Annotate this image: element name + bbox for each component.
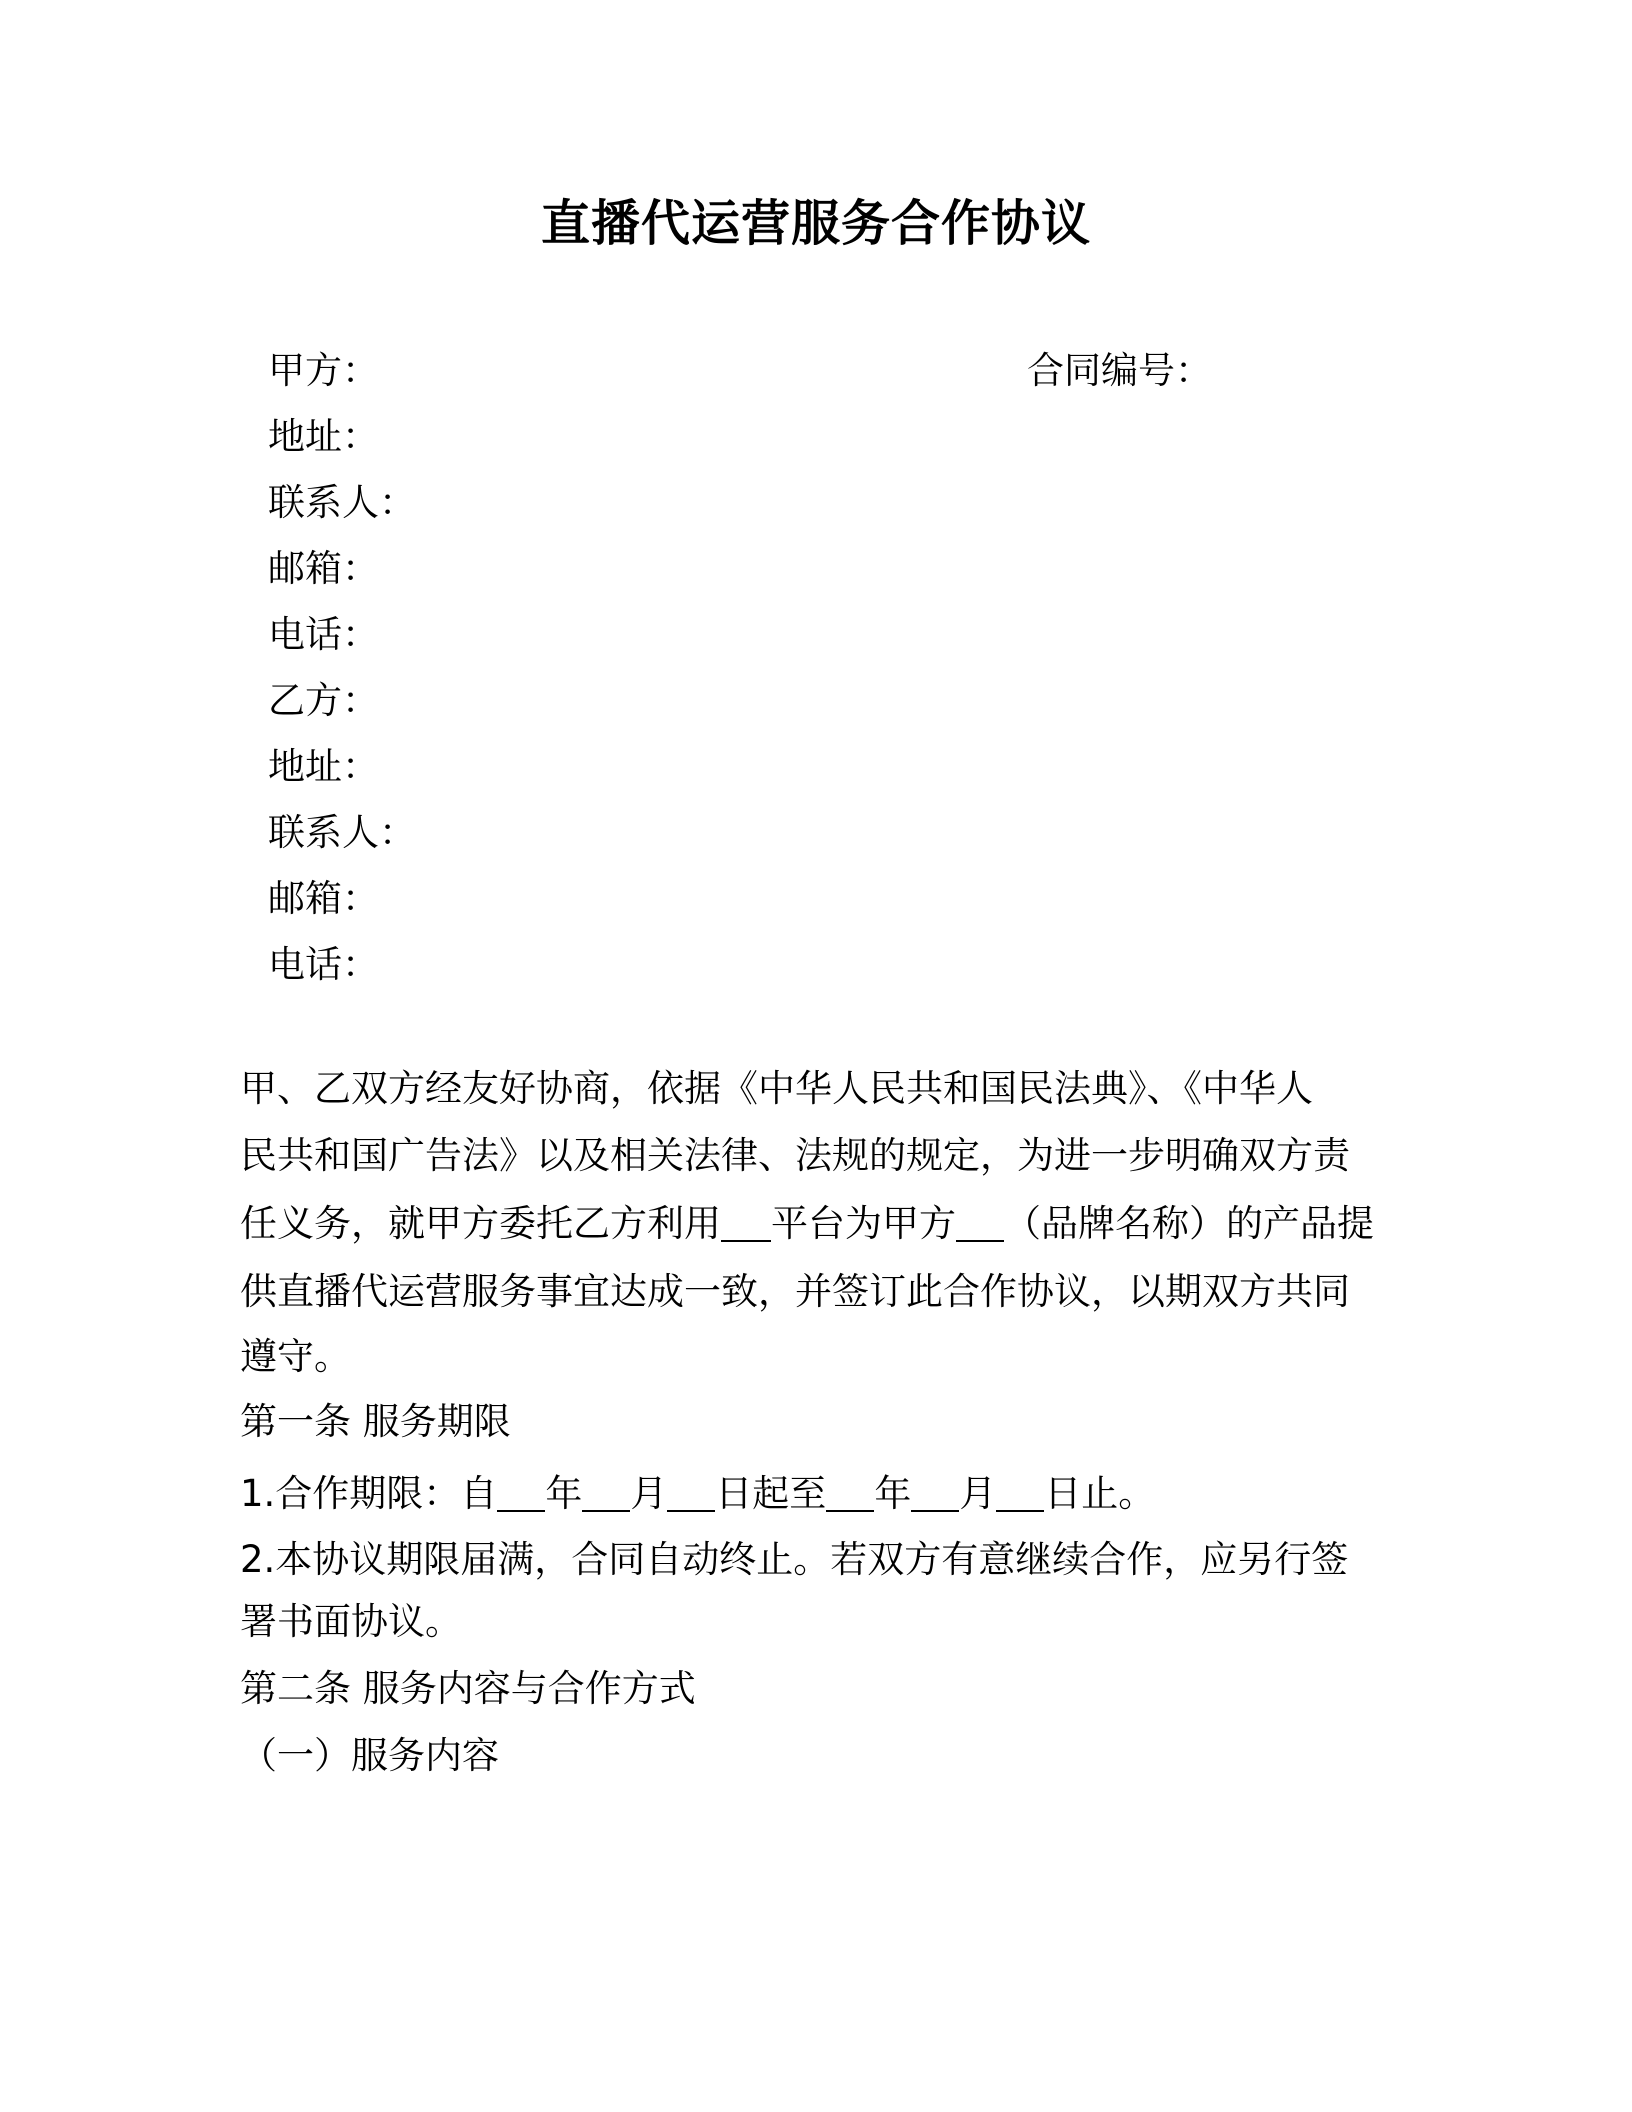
party-b-phone-label: 电话：	[268, 943, 379, 986]
article-2-heading: 第二条 服务内容与合作方式	[240, 1667, 696, 1710]
contract-number-label: 合同编号：	[1027, 349, 1212, 392]
platform-blank	[721, 1202, 771, 1242]
party-a-email-label: 邮箱：	[268, 547, 379, 590]
party-a-phone-label: 电话：	[268, 613, 379, 656]
preamble-line-2: 民共和国广告法》以及相关法律、法规的规定，为进一步明确双方责	[240, 1134, 1350, 1177]
preamble-line-3-part-3: （品牌名称）的产品提	[1004, 1202, 1374, 1245]
clause-2-line-2: 署书面协议。	[240, 1600, 462, 1643]
start-year-blank	[497, 1472, 545, 1512]
start-month-blank	[582, 1472, 630, 1512]
party-b-address-label: 地址：	[268, 745, 379, 788]
document-title: 直播代运营服务合作协议	[540, 195, 1091, 252]
end-day-blank	[996, 1472, 1044, 1512]
contract-body	[240, 1063, 1390, 1790]
party-b-email-label: 邮箱：	[268, 877, 379, 920]
party-b-name-label: 乙方：	[268, 679, 379, 722]
brand-name-blank	[956, 1202, 1004, 1242]
preamble-line-1: 甲、乙双方经友好协商，依据《中华人民共和国民法典》、《中华人	[240, 1067, 1313, 1110]
year-label-2: 年	[874, 1472, 912, 1515]
month-label-1: 月	[630, 1472, 668, 1515]
service-content-subheading: （一）服务内容	[240, 1734, 499, 1777]
party-a-name-label: 甲方：	[268, 349, 379, 392]
party-a-address-label: 地址：	[268, 415, 379, 458]
preamble-line-3-part-1: 任义务，就甲方委托乙方利用	[240, 1202, 721, 1245]
month-label-2: 月	[959, 1472, 997, 1515]
preamble-line-3	[240, 1198, 1390, 1266]
party-info-block	[268, 345, 416, 1005]
preamble-line-5: 遵守。	[240, 1335, 351, 1378]
day-from-label: 日起至	[715, 1472, 827, 1515]
preamble-line-4: 供直播代运营服务事宜达成一致，并签订此合作协议，以期双方共同	[240, 1270, 1350, 1313]
party-b-contact-label: 联系人：	[268, 811, 416, 854]
start-day-blank	[667, 1472, 715, 1512]
preamble-line-3-part-2: 平台为甲方	[771, 1202, 956, 1245]
end-year-blank	[826, 1472, 874, 1512]
year-label-1: 年	[545, 1472, 583, 1515]
clause-2-line-1: 2.本协议期限届满，合同自动终止。若双方有意继续合作，应另行签	[240, 1538, 1349, 1581]
day-to-label: 日止。	[1044, 1472, 1156, 1515]
article-1-heading: 第一条 服务期限	[240, 1400, 511, 1443]
end-month-blank	[911, 1472, 959, 1512]
party-a-contact-label: 联系人：	[268, 481, 416, 524]
term-clause	[240, 1468, 1390, 1534]
term-label: 1.合作期限：自	[240, 1472, 498, 1515]
